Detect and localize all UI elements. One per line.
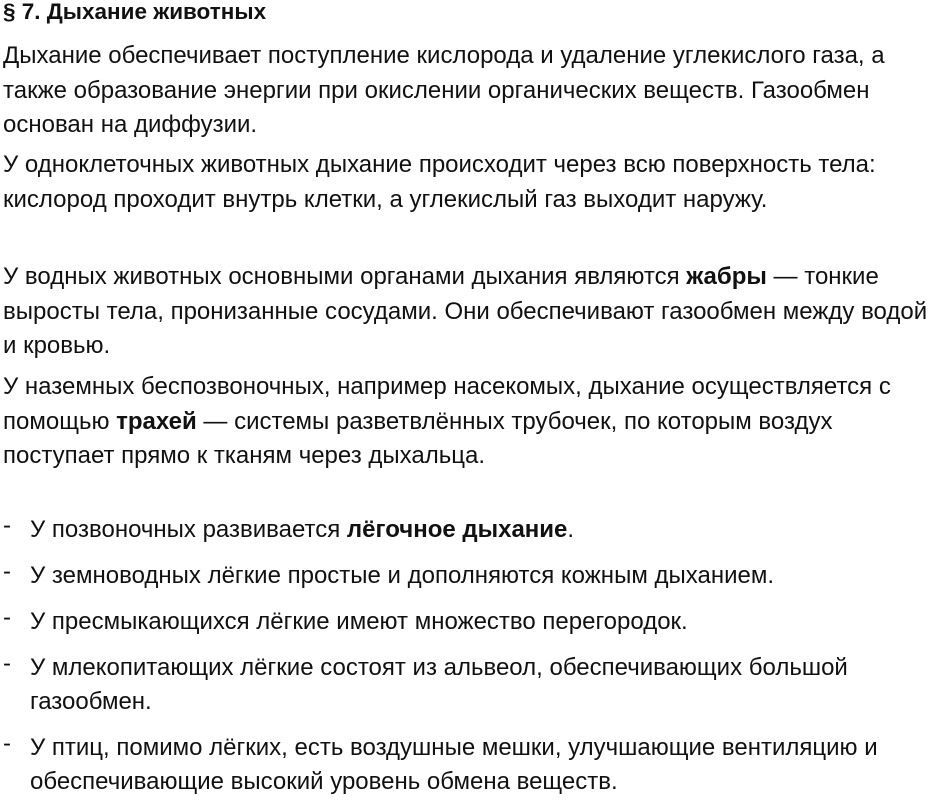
term-pulmonary-respiration: лёгочное дыхание (346, 516, 568, 543)
list-bullet: - (3, 558, 11, 585)
list-bullet: - (3, 650, 11, 677)
list-item-text: У млекопитающих лёгкие состоят из альвеол, обеспечивающих большой газообмен. (30, 654, 848, 715)
paragraph-aquatic-respiration (3, 260, 939, 364)
list-item (0, 605, 941, 639)
vertebrate-respiration-list (0, 513, 941, 811)
paragraph-respiration-definition (3, 39, 939, 143)
list-item (0, 651, 941, 719)
list-item (0, 513, 941, 547)
list-item-text: . (567, 516, 575, 543)
list-item-text: У птиц, помимо лёгких, есть воздушные мешки, улучшающие вентиляцию и обеспечивающие высокий уровень обмена веществ. (30, 734, 878, 795)
paragraph-text: Дыхание обеспечивает поступление кислорода и удаление углекислого газа, а также образование энергии при окислении органических веществ. Газообмен основан на диффузии. (3, 42, 885, 138)
paragraph-terrestrial-invertebrate-respiration (3, 370, 939, 474)
paragraph-text: У наземных беспозвоночных, например насекомых, дыхание осуществляется с помощью (3, 373, 891, 435)
list-bullet: - (3, 604, 11, 631)
list-item-text: У позвоночных развивается (30, 516, 347, 543)
list-bullet: - (3, 730, 11, 757)
paragraph-text: У одноклеточных животных дыхание происходит через всю поверхность тела: кислород проходит внутрь клетки, а углекислый газ выходит наружу. (3, 151, 876, 213)
section-title: § 7. Дыхание животных (3, 0, 267, 24)
list-item (0, 731, 941, 799)
paragraph-text: У водных животных основными органами дыхания являются (3, 263, 687, 290)
list-item (0, 559, 941, 593)
paragraph-unicellular-respiration (3, 148, 939, 217)
paragraph-text: — системы разветвлённых трубочек, по которым воздух поступает прямо к тканям через дыхальца. (3, 407, 833, 469)
paragraph-text: — тонкие выросты тела, пронизанные сосудами. Они обеспечивают газообмен между водой и кровью. (3, 263, 928, 359)
term-gills: жабры (686, 263, 767, 290)
term-tracheae: трахей (116, 407, 197, 435)
list-bullet: - (3, 512, 11, 539)
list-item-text: У земноводных лёгкие простые и дополняются кожным дыханием. (30, 562, 774, 589)
list-item-text: У пресмыкающихся лёгкие имеют множество перегородок. (30, 608, 688, 635)
